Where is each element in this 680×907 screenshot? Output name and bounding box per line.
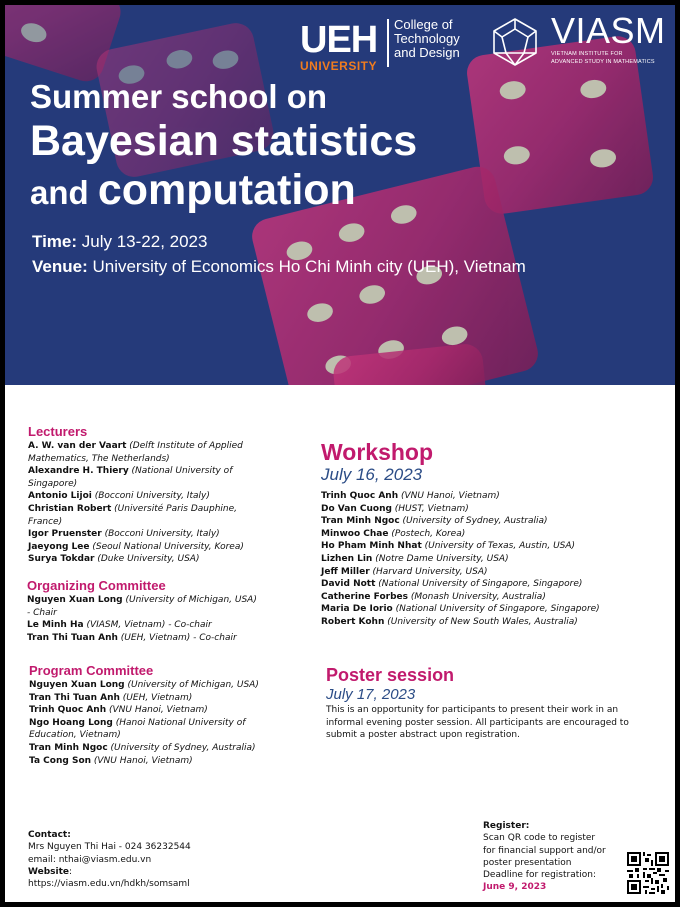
person-affiliation: (University of Texas, Austin, USA): [421, 541, 576, 552]
person-affiliation: (Université Paris Dauphine, France): [28, 503, 238, 527]
program-section: [29, 663, 261, 767]
person-name: Tran Minh Ngoc: [29, 742, 108, 753]
lecturers-title: Lecturers: [28, 424, 88, 439]
person-entry: [28, 440, 260, 465]
person-entry: [29, 692, 261, 705]
person-affiliation: (Harvard University, USA): [369, 566, 488, 577]
poster-date: July 17, 2023: [326, 686, 416, 703]
person-affiliation: (Duke University, USA): [94, 554, 200, 565]
person-entry: [321, 528, 651, 541]
title-line-1: Summer school on: [30, 78, 328, 115]
person-entry: [321, 503, 651, 516]
person-affiliation: (Hanoi National University of Education, Vietnam): [29, 717, 246, 741]
person-affiliation: (National University of Singapore, Singapore): [392, 604, 600, 615]
register-label: Register:: [483, 821, 530, 831]
event-venue: [32, 256, 526, 278]
die-pip: [499, 80, 527, 101]
die-pip: [589, 148, 617, 169]
person-name: Le Minh Ha: [27, 620, 84, 631]
person-name: Tran Thi Tuan Anh: [29, 692, 120, 703]
die-pip: [357, 283, 387, 307]
poster-section: [326, 664, 656, 742]
venue-value: University of Economics Ho Chi Minh city (UEH), Vietnam: [87, 257, 526, 276]
workshop-list: [321, 490, 651, 629]
person-affiliation: (Bocconi University, Italy): [101, 529, 220, 540]
workshop-date: July 16, 2023: [321, 465, 423, 484]
person-entry: [27, 619, 259, 632]
viasm-sub-line: ADVANCED STUDY IN MATHEMATICS: [551, 59, 655, 65]
program-title: Program Committee: [29, 663, 154, 678]
college-line: and Design: [394, 45, 460, 60]
website-label: Website: [28, 866, 70, 877]
die-pip: [305, 301, 335, 325]
person-name: Trinh Quoc Anh: [29, 705, 107, 716]
person-name: Ta Cong Son: [29, 755, 92, 766]
event-time: [32, 231, 207, 253]
register-deadline: June 9, 2023: [483, 882, 547, 893]
program-list: [29, 679, 261, 767]
poster-sheet: [5, 5, 675, 902]
person-entry: [321, 490, 651, 503]
poster-title: Poster session: [326, 665, 455, 685]
viasm-polyhedron-icon: [490, 17, 540, 67]
person-affiliation: (VNU Hanoi, Vietnam): [106, 705, 208, 716]
register-block: [483, 820, 633, 894]
person-name: Minwoo Chae: [321, 528, 389, 539]
person-entry: [28, 541, 260, 554]
person-name: Alexandre H. Thiery: [28, 466, 129, 477]
time-value: July 13-22, 2023: [77, 232, 208, 251]
die-pip: [503, 145, 531, 166]
person-name: Igor Pruenster: [28, 529, 102, 540]
die-pip: [19, 20, 49, 45]
ueh-logo: [300, 21, 377, 73]
logo-divider: [387, 19, 389, 67]
person-entry: [28, 553, 260, 566]
title-line-2: Bayesian statistics: [30, 117, 418, 165]
person-name: David Nott: [321, 579, 376, 590]
organizing-title: Organizing Committee: [27, 578, 166, 593]
person-entry: [28, 490, 260, 503]
die-pip: [165, 48, 194, 71]
title-line-3-big: computation: [97, 166, 356, 214]
workshop-section: [321, 439, 651, 629]
person-name: A. W. van der Vaart: [28, 441, 127, 451]
website-colon: :: [69, 866, 73, 877]
header-banner: [5, 5, 675, 385]
person-name: Catherine Forbes: [321, 591, 408, 602]
register-line: Deadline for registration:: [483, 870, 596, 881]
person-affiliation: (University of Michigan, USA) - Chair: [27, 595, 257, 618]
person-affiliation: (University of Michigan, USA): [124, 680, 259, 690]
person-name: Tran Minh Ngoc: [321, 516, 400, 527]
person-name: Maria De Iorio: [321, 604, 393, 615]
time-label: Time:: [32, 232, 78, 251]
person-affiliation: (VNU Hanoi, Vietnam): [398, 491, 500, 501]
person-entry: [321, 515, 651, 528]
workshop-title: Workshop: [321, 439, 434, 465]
ueh-logo-text: UEH: [300, 19, 378, 61]
ueh-university-text: UNIVERSITY: [300, 59, 378, 73]
contact-person: Mrs Nguyen Thi Hai - 024 36232544: [28, 842, 191, 853]
lecturers-list: [28, 440, 260, 566]
viasm-subtitle: [551, 50, 655, 66]
contact-label: Contact:: [28, 830, 71, 840]
person-name: Jaeyong Lee: [28, 541, 90, 552]
person-affiliation: (University of Sydney, Australia): [107, 742, 256, 753]
person-affiliation: (VNU Hanoi, Vietnam): [91, 755, 193, 766]
register-line: Scan QR code to register: [483, 833, 596, 844]
person-name: Christian Robert: [28, 503, 112, 514]
contact-email[interactable]: email: nthai@viasm.edu.vn: [28, 854, 152, 865]
person-name: Antonio Lijoi: [28, 491, 92, 502]
person-name: Nguyen Xuan Long: [29, 680, 125, 690]
person-name: Surya Tokdar: [28, 554, 95, 565]
viasm-sub-line: VIETNAM INSTITUTE FOR: [551, 51, 623, 57]
title-line-3-small: and: [30, 174, 98, 211]
person-entry: [28, 465, 260, 490]
die-pip: [337, 221, 367, 245]
die-pip: [211, 48, 240, 71]
person-affiliation: (Postech, Korea): [388, 528, 466, 539]
person-entry: [321, 616, 651, 629]
person-entry: [27, 632, 259, 645]
organizing-list: [27, 594, 259, 644]
person-affiliation: (VIASM, Vietnam) - Co-chair: [83, 620, 212, 631]
person-name: Trinh Quoc Anh: [321, 491, 399, 501]
person-affiliation: (Notre Dame University, USA): [372, 553, 509, 564]
person-affiliation: (HUST, Vietnam): [391, 503, 469, 514]
person-name: Nguyen Xuan Long: [27, 595, 123, 605]
college-line: Technology: [394, 31, 460, 46]
viasm-logo-text: VIASM: [551, 10, 666, 51]
person-entry: [321, 603, 651, 616]
person-name: Robert Kohn: [321, 616, 385, 627]
person-entry: [321, 591, 651, 604]
die-pip: [579, 78, 607, 99]
organizing-section: [27, 578, 259, 644]
person-entry: [321, 566, 651, 579]
person-name: Ho Pham Minh Nhat: [321, 541, 422, 552]
person-affiliation: (National University of Singapore): [28, 466, 233, 489]
person-affiliation: (Bocconi University, Italy): [91, 491, 210, 502]
contact-block: [28, 829, 191, 890]
person-entry: [29, 679, 261, 692]
person-name: Do Van Cuong: [321, 503, 392, 514]
person-affiliation: (Delft Institute of Applied Mathematics, The Netherlands): [28, 441, 243, 464]
register-line: for financial support and/or: [483, 845, 606, 856]
person-entry: [321, 553, 651, 566]
person-entry: [28, 503, 260, 528]
person-entry: [29, 755, 261, 768]
person-name: Jeff Miller: [321, 566, 370, 577]
person-affiliation: (National University of Singapore, Singapore): [375, 579, 583, 590]
die-pip: [389, 203, 419, 227]
register-line: poster presentation: [483, 857, 572, 868]
person-affiliation: (Seoul National University, Korea): [89, 541, 244, 552]
college-logo-text: [394, 18, 460, 60]
person-affiliation: (Monash University, Australia): [407, 591, 546, 602]
qr-code-icon[interactable]: [627, 852, 669, 894]
person-entry: [27, 594, 259, 619]
person-name: Ngo Hoang Long: [29, 717, 113, 728]
lecturers-section: [28, 424, 260, 566]
venue-label: Venue:: [32, 257, 88, 276]
person-entry: [29, 717, 261, 742]
person-affiliation: (UEH, Vietnam) - Co-chair: [117, 632, 237, 643]
person-entry: [321, 578, 651, 591]
website-link[interactable]: https://viasm.edu.vn/hdkh/somsaml: [28, 879, 190, 890]
college-line: College of: [394, 17, 453, 32]
person-affiliation: (UEH, Vietnam): [119, 692, 193, 703]
poster-description: This is an opportunity for participants to present their work in an informal evening poster session. All participants are encouraged to submit a poster abstract upon registration.: [326, 705, 629, 740]
person-entry: [29, 704, 261, 717]
person-name: Lizhen Lin: [321, 553, 373, 564]
person-entry: [29, 742, 261, 755]
person-name: Tran Thi Tuan Anh: [27, 632, 118, 643]
person-affiliation: (University of New South Wales, Australia): [384, 616, 578, 627]
title-line-3: [30, 165, 356, 218]
person-entry: [321, 540, 651, 553]
person-affiliation: (University of Sydney, Australia): [399, 516, 548, 527]
person-entry: [28, 528, 260, 541]
